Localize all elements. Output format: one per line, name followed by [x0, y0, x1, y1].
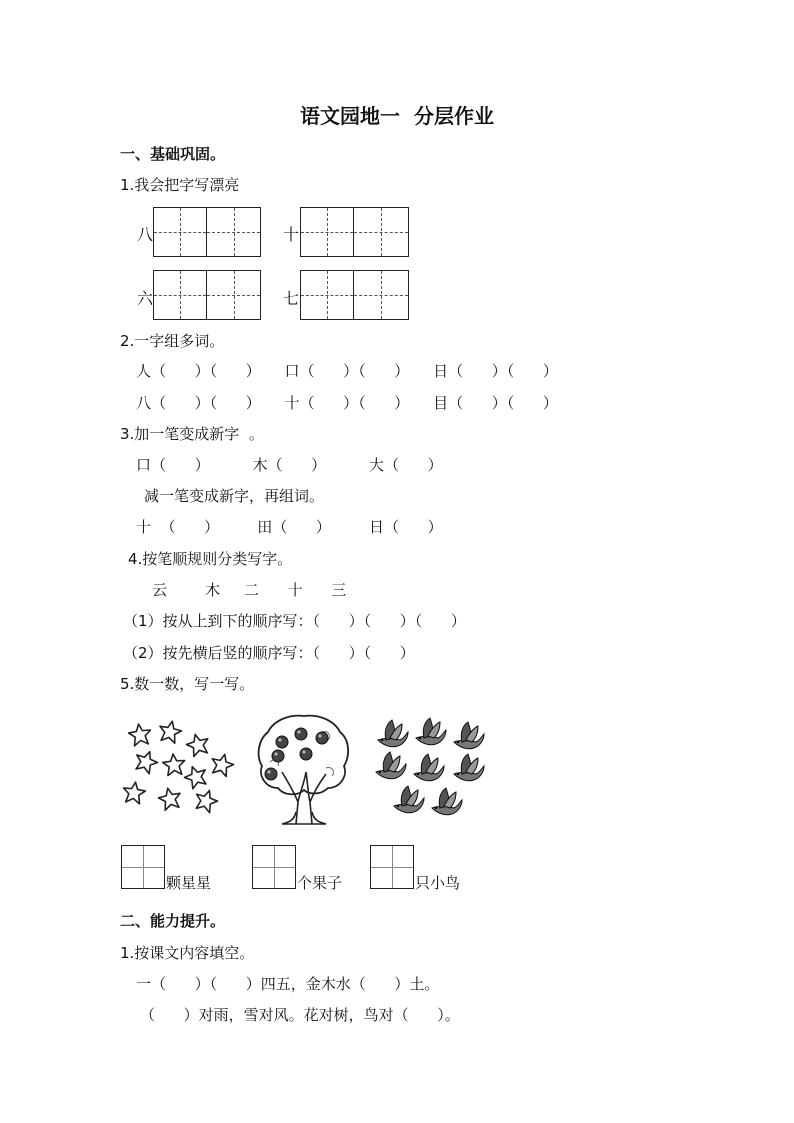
grid-cell[interactable]: [301, 271, 354, 319]
s2-q1-line1[interactable]: 一（ ）（ ）四五，金木水（ ）土。: [136, 975, 440, 993]
answer-box-birds[interactable]: [370, 845, 414, 889]
apple-tree-illustration: [256, 712, 352, 828]
answer-box-fruits[interactable]: [252, 845, 296, 889]
char-ba: 八: [137, 225, 154, 244]
q3-label: 3.加一笔变成新字 。: [120, 425, 264, 443]
writing-grid-ba[interactable]: [153, 207, 261, 257]
q5-label: 5.数一数，写一写。: [120, 675, 255, 693]
grid-cell[interactable]: [154, 208, 207, 256]
section1-heading: 一、基础巩固。: [120, 145, 226, 163]
s2-q1-label: 1.按课文内容填空。: [120, 944, 255, 962]
q3-add-row[interactable]: 口（ ） 木（ ） 大（ ）: [136, 456, 443, 474]
answer-unit-stars: 颗星星: [166, 874, 212, 892]
answer-unit-fruits: 个果子: [297, 874, 343, 892]
char-shi: 十: [283, 225, 300, 244]
q4-label: 4.按笔顺规则分类写字。: [128, 550, 293, 568]
char-qi: 七: [283, 289, 300, 308]
section2-heading: 二、能力提升。: [120, 912, 226, 930]
writing-grid-qi[interactable]: [300, 270, 409, 320]
answer-unit-birds: 只小鸟: [415, 874, 461, 892]
grid-cell[interactable]: [354, 208, 408, 256]
answer-box-stars[interactable]: [121, 845, 165, 889]
grid-cell[interactable]: [354, 271, 408, 319]
q1-label: 1.我会把字写漂亮: [120, 176, 240, 194]
s2-q1-line2[interactable]: （ ）对雨，雪对风。花对树，鸟对（ ）。: [140, 1006, 460, 1024]
q4-line2[interactable]: （2）按先横后竖的顺序写：（ ）（ ）: [123, 644, 415, 662]
grid-cell[interactable]: [154, 271, 207, 319]
grid-cell[interactable]: [207, 208, 260, 256]
grid-cell[interactable]: [301, 208, 354, 256]
page-title: 语文园地一 分层作业: [300, 104, 494, 128]
char-liu: 六: [137, 289, 154, 308]
grid-cell[interactable]: [207, 271, 260, 319]
writing-grid-shi[interactable]: [300, 207, 409, 257]
stars-illustration: [118, 715, 236, 819]
q3-sub-row[interactable]: 十 （ ） 田（ ） 日（ ）: [136, 518, 443, 536]
birds-illustration: [370, 716, 490, 824]
q2-row1[interactable]: 人（ ）（ ） 口（ ）（ ） 日（ ）（ ）: [136, 362, 558, 380]
q4-line1[interactable]: （1）按从上到下的顺序写：（ ）（ ）（ ）: [123, 612, 466, 630]
q4-chars: 云 木 二 十 三: [152, 581, 347, 599]
q2-row2[interactable]: 八（ ）（ ） 十（ ）（ ） 目（ ）（ ）: [136, 394, 558, 412]
q3-sub-label: 减一笔变成新字，再组词。: [144, 487, 325, 505]
q2-label: 2.一字组多词。: [120, 332, 225, 350]
writing-grid-liu[interactable]: [153, 270, 261, 320]
